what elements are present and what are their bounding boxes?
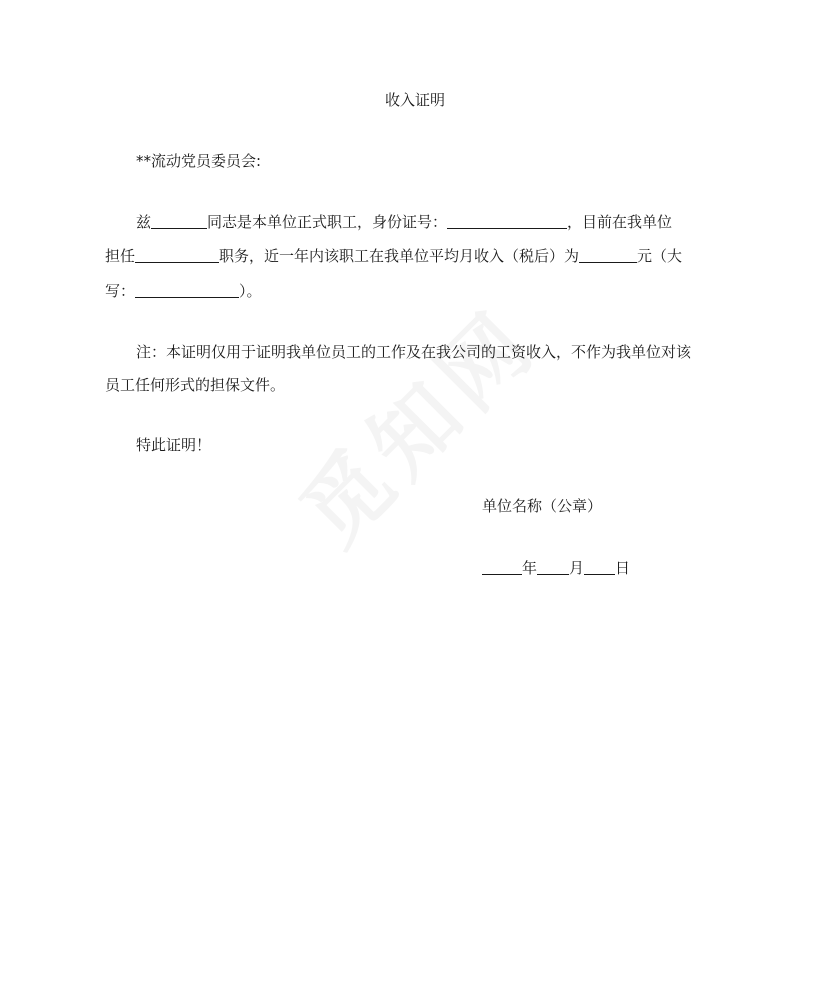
signature-date — [482, 557, 630, 579]
signature-org: 单位名称（公章） — [482, 497, 603, 515]
name-blank — [151, 212, 207, 229]
income-blank — [579, 246, 637, 263]
body-line-1 — [136, 211, 672, 233]
income-words-blank — [135, 281, 239, 298]
body-text: ）。 — [239, 282, 262, 300]
body-text: 担任 — [105, 247, 136, 265]
body-text: 兹 — [136, 213, 152, 231]
year-label: 年 — [522, 559, 538, 577]
body-text: 写： — [105, 282, 136, 300]
body-text: ，目前在我单位 — [567, 213, 673, 231]
body-text: 同志是本单位正式职工，身份证号： — [207, 213, 448, 231]
body-text: 元（大 — [637, 247, 683, 265]
day-blank — [584, 558, 615, 575]
note-line-2: 员工任何形式的担保文件。 — [105, 376, 286, 394]
closing-text: 特此证明！ — [136, 436, 212, 454]
month-blank — [537, 558, 569, 575]
note-line-1: 注：本证明仅用于证明我单位员工的工作及在我公司的工资收入，不作为我单位对该 — [136, 343, 692, 361]
id-number-blank — [447, 212, 567, 229]
body-text: 职务，近一年内该职工在我单位平均月收入（税后）为 — [219, 247, 580, 265]
month-label: 月 — [569, 559, 585, 577]
body-line-3 — [105, 280, 262, 302]
position-blank — [135, 246, 219, 263]
watermark — [268, 276, 559, 567]
body-line-2 — [105, 245, 682, 267]
document-title: 收入证明 — [384, 91, 445, 109]
addressee: **流动党员委员会: — [136, 152, 262, 170]
day-label: 日 — [615, 559, 631, 577]
year-blank — [482, 558, 522, 575]
